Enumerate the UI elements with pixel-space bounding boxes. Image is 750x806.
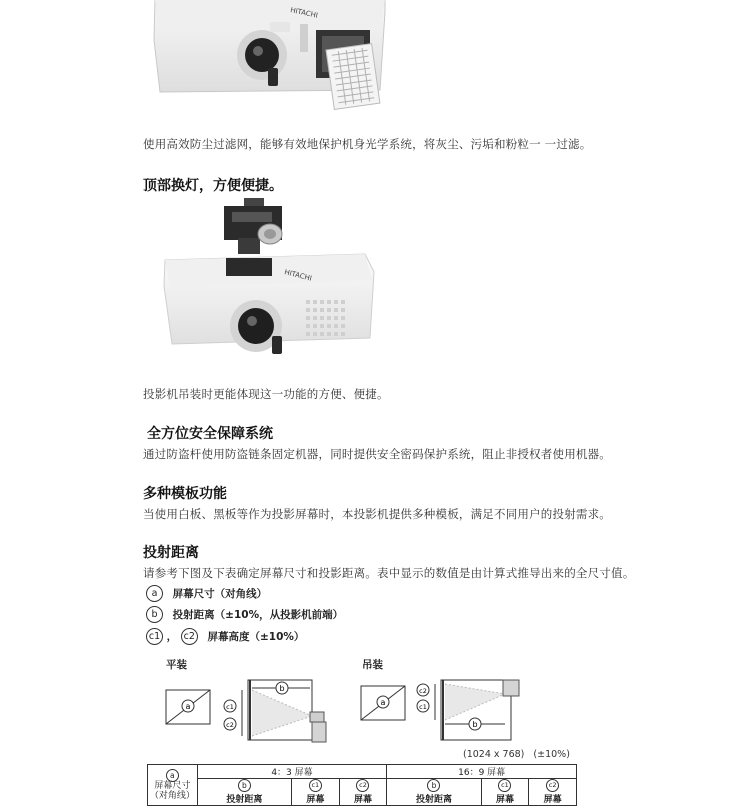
svg-text:b: b — [472, 720, 478, 729]
svg-text:c2: c2 — [419, 687, 427, 695]
legend-screen-height: c1 ， c2 屏幕高度（±10%） — [146, 628, 304, 645]
security-text: 通过防盗杆使用防盗链条固定机器，同时提供安全密码保护系统，阻止非授权者使用机器。 — [143, 447, 611, 461]
svg-text:c1: c1 — [226, 703, 234, 711]
filter-caption: 使用高效防尘过滤网，能够有效地保护机身光学系统，将灰尘、污垢和粉粒一 一过滤。 — [143, 137, 592, 151]
svg-text:c2: c2 — [226, 721, 234, 729]
template-title: 多种模板功能 — [143, 486, 227, 502]
legend-screen-size: a 屏幕尺寸（对角线） — [146, 585, 267, 602]
table-meta — [463, 749, 570, 760]
symbol-b: b — [146, 606, 163, 623]
symbol-c2: c2 — [181, 628, 198, 645]
svg-text:a: a — [185, 702, 191, 711]
lamp-title: 顶部换灯，方便便捷。 — [143, 178, 283, 194]
lamp-caption: 投影机吊装时更能体现这一功能的方便、便捷。 — [143, 387, 389, 401]
ceiling-mount-diagram — [355, 676, 535, 748]
projector-filter-image — [150, 0, 390, 118]
floor-mount-label: 平装 — [166, 659, 187, 671]
floor-mount-diagram — [160, 676, 340, 748]
col-43-c2: c2 屏幕 — [339, 779, 387, 806]
col-screen-size: a 屏幕尺寸（对角线） — [148, 765, 198, 806]
col-43-throw: b 投射距离 — [197, 779, 291, 806]
svg-text:b: b — [279, 684, 285, 693]
projector-lamp-image — [160, 196, 380, 366]
security-title: 全方位安全保障系统 — [147, 426, 273, 442]
symbol-a: a — [146, 585, 163, 602]
svg-text:a: a — [380, 698, 386, 707]
distance-text: 请参考下图及下表确定屏幕尺寸和投影距离。表中显示的数值是由计算式推导出来的全尺寸值。 — [143, 566, 635, 580]
distance-title: 投射距离 — [143, 545, 199, 561]
ceiling-mount-label: 吊装 — [362, 659, 383, 671]
svg-text:c1: c1 — [419, 703, 427, 711]
group-4-3: 4：3 屏幕 — [197, 765, 387, 779]
tolerance: (±10%) — [533, 749, 570, 760]
col-169-c1: c1 屏幕 — [481, 779, 529, 806]
col-169-throw: b 投射距离 — [387, 779, 481, 806]
col-169-c2: c2 屏幕 — [529, 779, 577, 806]
symbol-c1: c1 — [146, 628, 163, 645]
resolution: (1024 x 768) — [463, 749, 525, 760]
brand-mark: HITACHI — [289, 6, 319, 20]
template-text: 当使用白板、黑板等作为投影屏幕时，本投影机提供多种模板，满足不同用户的投射需求。 — [143, 507, 611, 521]
throw-distance-table — [147, 764, 577, 806]
col-43-c1: c1 屏幕 — [292, 779, 340, 806]
group-16-9: 16：9 屏幕 — [387, 765, 577, 779]
brand-mark-2: HITACHI — [283, 268, 313, 283]
legend-throw-distance: b 投射距离（±10%，从投影机前端） — [146, 606, 343, 623]
